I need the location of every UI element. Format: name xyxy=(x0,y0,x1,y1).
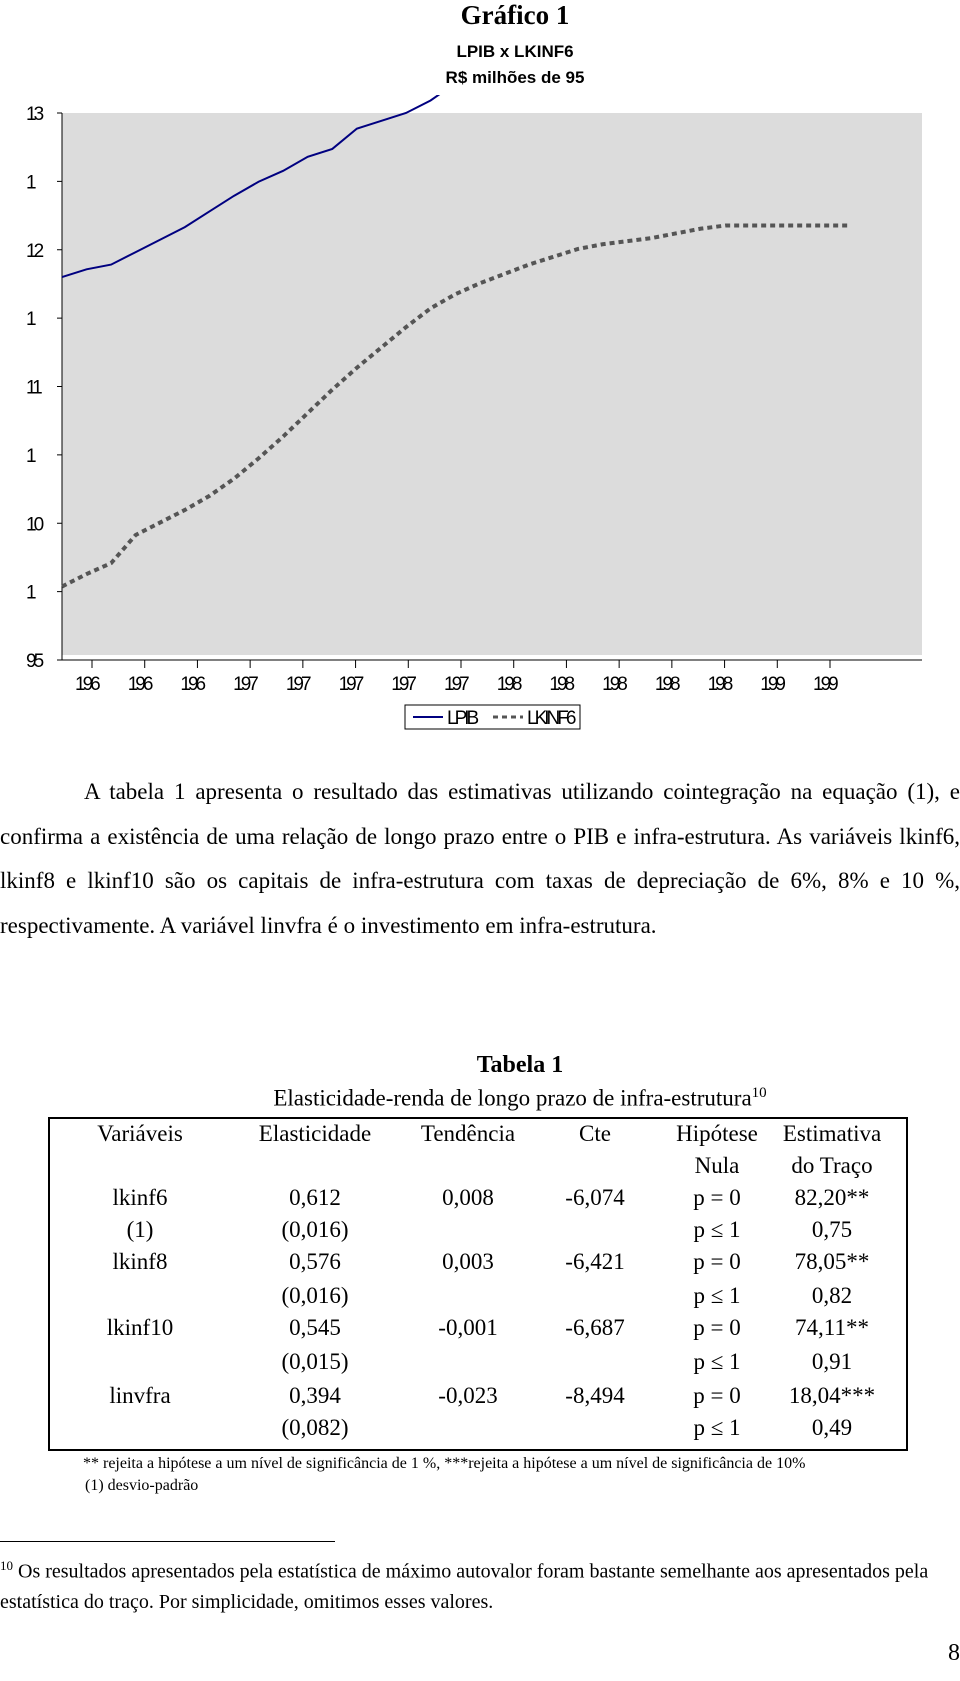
table-cell: 0,82 xyxy=(811,1283,853,1308)
table-cell: 78,05** xyxy=(794,1249,870,1274)
page-number: 8 xyxy=(948,1640,960,1666)
table-cell: 18,04*** xyxy=(788,1383,876,1408)
table-cell: p ≤ 1 xyxy=(693,1283,741,1308)
paragraph-text: A tabela 1 apresenta o resultado das estimativas utilizando cointegração na equação (1), e confirma a existência de uma relação de longo prazo entre o PIB e infra-estrutura. As variáveis lkinf6, lkinf8 e lkinf10 são os capitais de infra-estrutura com taxas de depreciação de 6%, 8% e 10 %, respectivamente. A variável linvfra é o investimento em infra-estrutura. xyxy=(0,779,960,938)
table-cell: p = 0 xyxy=(693,1315,741,1340)
table-header-cell: Elasticidade xyxy=(258,1121,372,1146)
y-tick-label: 10 xyxy=(26,514,42,536)
table-cell: 0,612 xyxy=(289,1185,341,1210)
table-header-cell: Variáveis xyxy=(97,1121,183,1146)
table-cell: linvfra xyxy=(109,1383,171,1408)
table-cell: p ≤ 1 xyxy=(693,1217,741,1242)
table-cell: p = 0 xyxy=(693,1185,741,1210)
plot-area xyxy=(62,113,922,655)
table-header-cell: do Traço xyxy=(791,1153,873,1178)
y-tick-label: 13 xyxy=(26,104,42,125)
y-tick-label: 12 xyxy=(26,240,42,262)
table-cell: p ≤ 1 xyxy=(693,1415,741,1440)
footnote-text: Os resultados apresentados pela estatística de máximo autovalor foram bastante semelhante aos apresentados pela estatística do traço. Por simplicidade, omitimos esses valores. xyxy=(0,1560,929,1613)
table-header-cell: Tendência xyxy=(420,1121,516,1146)
table-header-cell: Estimativa xyxy=(782,1121,882,1146)
legend-label-lpib: LPIB xyxy=(447,708,477,729)
line-chart xyxy=(0,95,960,740)
table-cell: 0,545 xyxy=(289,1315,341,1340)
x-tick-label: 196 xyxy=(127,674,151,695)
y-tick-label: 1 xyxy=(26,172,34,194)
table-header-cell: Cte xyxy=(579,1121,611,1146)
body-paragraph xyxy=(0,770,960,948)
x-tick-label: 196 xyxy=(180,674,204,695)
legend-label-lkinf6: LKINF6 xyxy=(527,708,574,729)
figure-title: Gráfico 1 xyxy=(460,0,570,30)
x-tick-label: 198 xyxy=(602,674,625,695)
table-cell: (0,016) xyxy=(281,1217,349,1242)
table-subtitle-text: Elasticidade-renda de longo prazo de infra-estrutura xyxy=(273,1085,752,1111)
table-note-stddev: (1) desvio-padrão xyxy=(85,1477,199,1494)
x-tick-label: 197 xyxy=(285,674,309,695)
table-cell: 0,75 xyxy=(811,1217,853,1242)
table-cell: lkinf10 xyxy=(106,1315,174,1340)
table-cell: (0,015) xyxy=(281,1349,349,1374)
footnote-rule xyxy=(0,1541,335,1542)
legend xyxy=(405,705,580,729)
x-tick-label: 197 xyxy=(233,674,256,695)
x-tick-label: 198 xyxy=(654,674,678,695)
table-cell: lkinf8 xyxy=(112,1249,168,1274)
x-tick-label: 198 xyxy=(496,674,520,695)
table-header-cell: Hipótese xyxy=(676,1121,758,1146)
x-tick-label: 199 xyxy=(760,674,783,695)
table-cell: 0,394 xyxy=(289,1383,341,1408)
table-cell: p ≤ 1 xyxy=(693,1349,741,1374)
table-cell: 74,11** xyxy=(795,1315,869,1340)
table-cell: (0,016) xyxy=(281,1283,349,1308)
chart-subtitle: R$ milhões de 95 xyxy=(445,68,585,87)
table-cell: 0,003 xyxy=(442,1249,494,1274)
table-cell: 0,91 xyxy=(811,1349,853,1374)
table-cell: -6,421 xyxy=(565,1249,625,1274)
x-tick-label: 197 xyxy=(391,674,414,695)
table-cell: -8,494 xyxy=(565,1383,625,1408)
table-note-significance: ** rejeita a hipótese a um nível de significância de 1 %, ***rejeita a hipótese a um nível de significância de 10% xyxy=(83,1455,806,1472)
table-cell: 0,49 xyxy=(811,1415,853,1440)
y-tick-label: 1 xyxy=(26,445,34,467)
table-cell: p = 0 xyxy=(693,1249,741,1274)
x-tick-label: 199 xyxy=(813,674,836,695)
footnote xyxy=(0,1551,960,1617)
table-cell: -6,074 xyxy=(565,1185,625,1210)
results-table xyxy=(48,1117,908,1451)
table-footnote-ref: 10 xyxy=(751,1085,767,1101)
y-tick-label: 1 xyxy=(26,309,34,331)
table-cell: -0,023 xyxy=(438,1383,498,1408)
y-tick-label: 1 xyxy=(26,582,34,604)
table-cell: (0,082) xyxy=(281,1415,349,1440)
table-title: Tabela 1 xyxy=(476,1052,564,1078)
x-tick-label: 198 xyxy=(707,674,731,695)
table-header-cell: Nula xyxy=(694,1153,740,1178)
table-cell: -6,687 xyxy=(565,1315,625,1340)
table-cell: 82,20** xyxy=(794,1185,870,1210)
x-tick-label: 198 xyxy=(549,674,573,695)
table-cell: lkinf6 xyxy=(112,1185,168,1210)
x-tick-label: 196 xyxy=(75,674,98,695)
x-tick-label: 197 xyxy=(338,674,362,695)
table-cell: 0,576 xyxy=(289,1249,341,1274)
table-cell: p = 0 xyxy=(693,1383,741,1408)
x-tick-label: 197 xyxy=(444,674,467,695)
table-cell: -0,001 xyxy=(438,1315,498,1340)
table-cell: 0,008 xyxy=(442,1185,494,1210)
table-subtitle xyxy=(0,1085,960,1112)
chart-title: LPIB x LKINF6 xyxy=(456,42,574,61)
footnote-number: 10 xyxy=(0,1558,13,1573)
y-tick-label: 11 xyxy=(26,377,40,399)
table-cell: (1) xyxy=(126,1217,154,1242)
y-tick-label: 95 xyxy=(26,651,42,672)
